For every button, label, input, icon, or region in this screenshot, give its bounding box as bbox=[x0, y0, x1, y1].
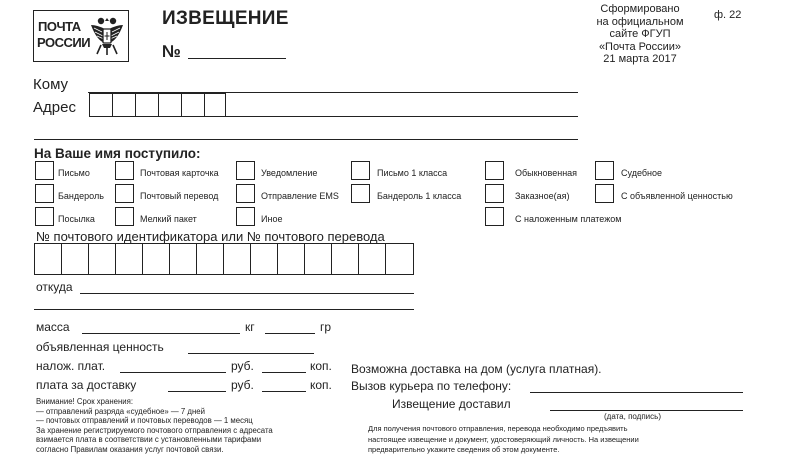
courier-call-label: Вызов курьера по телефону: bbox=[351, 379, 512, 393]
address-line-2[interactable] bbox=[34, 139, 578, 140]
form-code: ф. 22 bbox=[714, 9, 742, 21]
checkbox-first-class-parcel[interactable] bbox=[351, 184, 370, 203]
checkbox-other[interactable] bbox=[236, 207, 255, 226]
delivery-fee-label: плата за доставку bbox=[36, 378, 137, 392]
generated-line: «Почта России» bbox=[598, 40, 682, 53]
warning-line: — отправлений разряда «судебное» — 7 дней bbox=[36, 406, 205, 416]
checkbox-notification[interactable] bbox=[236, 161, 255, 180]
logo-line-2: РОССИИ bbox=[37, 35, 91, 50]
pickup-note bbox=[368, 424, 639, 456]
option-first-class-letter: Письмо 1 класса bbox=[377, 168, 448, 178]
tracking-number-boxes[interactable] bbox=[34, 243, 414, 275]
option-other: Иное bbox=[261, 214, 283, 224]
cod-rub-line[interactable] bbox=[120, 372, 226, 373]
checkbox-letter[interactable] bbox=[35, 161, 54, 180]
tracking-label: № почтового идентификатора или № почтового перевода bbox=[36, 229, 385, 244]
option-cash-on-delivery: С наложенным платежом bbox=[515, 214, 622, 224]
option-package: Посылка bbox=[58, 214, 95, 224]
mass-label: масса bbox=[36, 320, 70, 334]
checkbox-parcel-post[interactable] bbox=[35, 184, 54, 203]
to-label: Кому bbox=[33, 76, 69, 93]
checkbox-money-order[interactable] bbox=[115, 184, 134, 203]
note-line: Для получения почтового отправления, перевода необходимо предъявить bbox=[368, 424, 628, 433]
delivered-by-line[interactable] bbox=[550, 410, 743, 411]
checkbox-package[interactable] bbox=[35, 207, 54, 226]
option-declared-value: С объявленной ценностью bbox=[621, 191, 733, 201]
generated-line: на официальном bbox=[596, 15, 684, 28]
notice-number-label: № bbox=[162, 42, 181, 61]
checkbox-judicial[interactable] bbox=[595, 161, 614, 180]
option-registered: Заказное(ая) bbox=[515, 191, 570, 201]
checkbox-declared-value[interactable] bbox=[595, 184, 614, 203]
declared-value-line[interactable] bbox=[188, 353, 314, 354]
checkbox-registered[interactable] bbox=[485, 184, 504, 203]
note-line: настоящее извещение и документ, удостоверяющий личность. На извещении bbox=[368, 434, 639, 444]
kg-label: кг bbox=[245, 320, 255, 334]
logo-line-1: ПОЧТА bbox=[38, 19, 81, 34]
option-ordinary: Обыкновенная bbox=[515, 168, 578, 178]
delivered-by-label: Извещение доставил bbox=[392, 397, 511, 411]
note-line: предварительно укажите сведения об этом документе. bbox=[368, 445, 560, 454]
generated-line: Сформировано bbox=[600, 3, 680, 15]
warning-line: За хранение регистрируемого почтового отправления с адресата bbox=[36, 425, 273, 435]
russian-post-logo bbox=[33, 10, 129, 62]
option-judicial: Судебное bbox=[621, 168, 662, 178]
postcode-boxes[interactable] bbox=[89, 93, 226, 117]
checkbox-first-class-letter[interactable] bbox=[351, 161, 370, 180]
address-label: Адрес bbox=[33, 99, 76, 116]
home-delivery-text: Возможна доставка на дом (услуга платная). bbox=[351, 362, 602, 376]
from-line-2[interactable] bbox=[34, 309, 414, 310]
cod-kop-label: коп. bbox=[310, 359, 332, 373]
delivery-fee-rub-line[interactable] bbox=[168, 391, 226, 392]
cod-kop-line[interactable] bbox=[262, 372, 306, 373]
delivery-fee-kop-line[interactable] bbox=[262, 391, 306, 392]
mass-gr-line[interactable] bbox=[265, 333, 315, 334]
option-postcard: Почтовая карточка bbox=[140, 168, 219, 178]
delivery-fee-kop-label: коп. bbox=[310, 378, 332, 392]
storage-warning bbox=[36, 397, 273, 454]
checkbox-cash-on-delivery[interactable] bbox=[485, 207, 504, 226]
from-line[interactable] bbox=[80, 293, 414, 294]
cod-label: налож. плат. bbox=[36, 359, 106, 373]
option-small-packet: Мелкий пакет bbox=[140, 214, 197, 224]
address-line-1[interactable] bbox=[226, 116, 578, 117]
warning-line: Внимание! Срок хранения: bbox=[36, 397, 134, 406]
generated-line: 21 марта 2017 bbox=[603, 53, 677, 65]
checkbox-ordinary[interactable] bbox=[485, 161, 504, 180]
option-parcel-post: Бандероль bbox=[58, 191, 104, 201]
courier-phone-line[interactable] bbox=[530, 392, 743, 393]
checkbox-ems[interactable] bbox=[236, 184, 255, 203]
notice-title: ИЗВЕЩЕНИЕ bbox=[162, 8, 289, 29]
checkbox-small-packet[interactable] bbox=[115, 207, 134, 226]
generated-info bbox=[580, 3, 700, 66]
checkbox-postcard[interactable] bbox=[115, 161, 134, 180]
option-ems: Отправление EMS bbox=[261, 191, 339, 201]
date-signature-caption: (дата, подпись) bbox=[604, 412, 661, 421]
delivery-fee-rub-label: руб. bbox=[231, 378, 254, 392]
double-eagle-emblem-icon bbox=[88, 15, 126, 57]
option-first-class-parcel: Бандероль 1 класса bbox=[377, 191, 462, 201]
cod-rub-label: руб. bbox=[231, 359, 254, 373]
warning-line: — почтовых отправлений и почтовых переводов — 1 месяц bbox=[36, 416, 253, 425]
declared-value-label: объявленная ценность bbox=[36, 340, 164, 354]
option-notification: Уведомление bbox=[261, 168, 318, 178]
from-label: откуда bbox=[36, 280, 73, 294]
option-money-order: Почтовый перевод bbox=[140, 191, 219, 201]
gr-label: гр bbox=[320, 320, 332, 334]
warning-line: согласно Правилам оказания услуг почтовой связи. bbox=[36, 444, 224, 454]
warning-line: взимается плата в соответствии с установленными тарифами bbox=[36, 435, 262, 444]
generated-line: сайте ФГУП bbox=[609, 28, 671, 40]
notice-number-line[interactable] bbox=[188, 58, 286, 59]
mass-kg-line[interactable] bbox=[82, 333, 240, 334]
option-letter: Письмо bbox=[58, 168, 90, 178]
received-heading: На Ваше имя поступило: bbox=[34, 146, 201, 161]
